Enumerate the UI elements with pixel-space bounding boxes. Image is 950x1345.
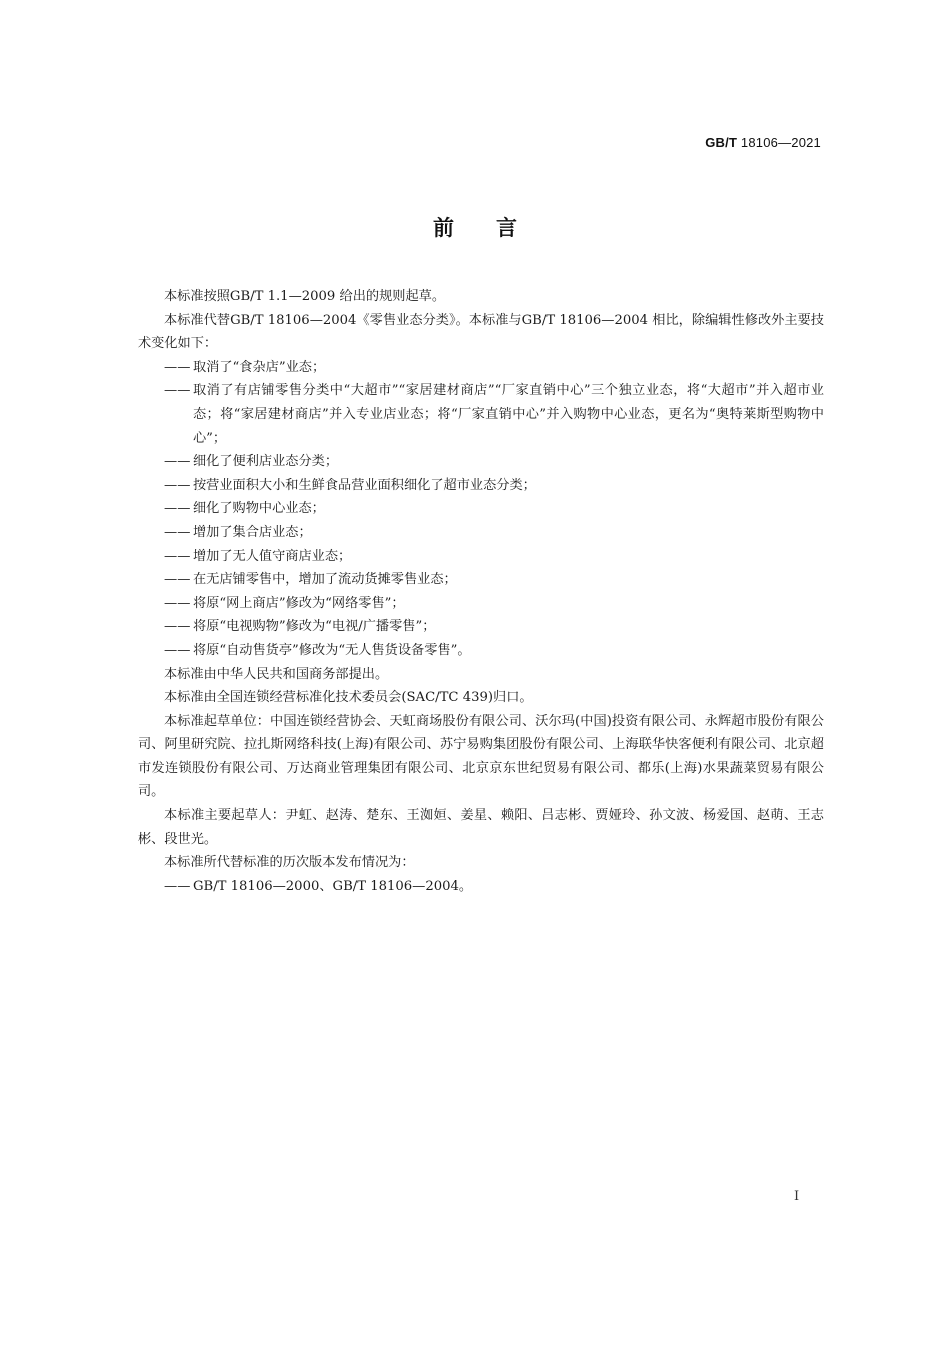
foreword-body	[138, 285, 824, 898]
list-item-text: 增加了无人值守商店业态；	[193, 548, 352, 564]
paragraph-drafting-units: 本标准起草单位：中国连锁经营协会、天虹商场股份有限公司、沃尔玛(中国)投资有限公司、永辉超市股份有限公司、阿里研究院、拉扎斯网络科技(上海)有限公司、苏宁易购集团股份有限公司、上海联华快客便利有限公司、北京超市发连锁股份有限公司、万达商业管理集团有限公司、北京京东世纪贸易有限公司、都乐(上海)水果蔬菜贸易有限公司。	[138, 713, 824, 800]
list-dash: ——	[164, 383, 191, 399]
list-dash: ——	[164, 619, 191, 635]
page-title: 前言	[433, 216, 559, 240]
list-item-text: GB/T 18106—2000、GB/T 18106—2004。	[193, 878, 473, 894]
standard-number: 18106—2021	[740, 135, 821, 150]
list-item	[164, 545, 824, 569]
list-item-text: 取消了有店铺零售分类中“大超市”“家居建材商店”“厂家直销中心”三个独立业态，将“大超市”并入超市业态；将“家居建材商店”并入专业店业态；将“厂家直销中心”并入购物中心业态，更名为“奥特莱斯型购物中心”；	[193, 383, 824, 446]
list-item	[164, 521, 824, 545]
changes-list	[138, 356, 824, 663]
list-item-text: 按营业面积大小和生鲜食品营业面积细化了超市业态分类；	[193, 477, 536, 493]
paragraph-history: 本标准所代替标准的历次版本发布情况为：	[164, 855, 415, 871]
list-dash: ——	[164, 524, 191, 540]
list-item	[164, 356, 824, 380]
list-item-text: 细化了便利店业态分类；	[193, 454, 339, 470]
list-item	[164, 450, 824, 474]
standard-prefix: GB/T	[705, 135, 738, 150]
list-item	[164, 474, 824, 498]
paragraph-committee: 本标准由全国连锁经营标准化技术委员会(SAC/TC 439)归口。	[164, 690, 533, 706]
list-dash: ——	[164, 359, 191, 375]
list-item	[164, 875, 824, 899]
list-item	[164, 379, 824, 450]
list-item-text: 将原“网上商店”修改为“网络零售”；	[193, 595, 405, 611]
list-dash: ——	[164, 642, 191, 658]
standard-code	[705, 135, 821, 150]
page-number: I	[794, 1189, 800, 1204]
list-dash: ——	[164, 595, 191, 611]
list-item-text: 取消了“食杂店”业态；	[193, 359, 326, 375]
list-item	[164, 639, 824, 663]
list-item-text: 增加了集合店业态；	[193, 524, 312, 540]
list-dash: ——	[164, 454, 191, 470]
list-item	[164, 615, 824, 639]
list-item-text: 将原“自动售货亭”修改为“无人售货设备零售”。	[193, 642, 471, 658]
list-item	[164, 592, 824, 616]
list-dash: ——	[164, 878, 191, 894]
paragraph-drafters: 本标准主要起草人：尹虹、赵涛、楚东、王洳姮、姜星、赖阳、吕志彬、贾娅玲、孙文波、杨爱国、赵萌、王志彬、段世光。	[138, 808, 824, 847]
list-item-text: 将原“电视购物”修改为“电视/广播零售”；	[193, 619, 436, 635]
list-item	[164, 497, 824, 521]
paragraph-replacement: 本标准代替GB/T 18106—2004《零售业态分类》。本标准与GB/T 18106—2004 相比，除编辑性修改外主要技术变化如下：	[138, 312, 824, 352]
list-item-text: 细化了购物中心业态；	[193, 501, 325, 517]
list-dash: ——	[164, 501, 191, 517]
list-item	[164, 568, 824, 592]
list-dash: ——	[164, 548, 191, 564]
history-list	[138, 875, 824, 899]
paragraph-drafting-rules: 本标准按照GB/T 1.1—2009 给出的规则起草。	[164, 289, 446, 304]
list-dash: ——	[164, 477, 191, 493]
list-item-text: 在无店铺零售中，增加了流动货摊零售业态；	[193, 572, 457, 588]
list-dash: ——	[164, 572, 191, 588]
paragraph-proposer: 本标准由中华人民共和国商务部提出。	[164, 666, 389, 682]
